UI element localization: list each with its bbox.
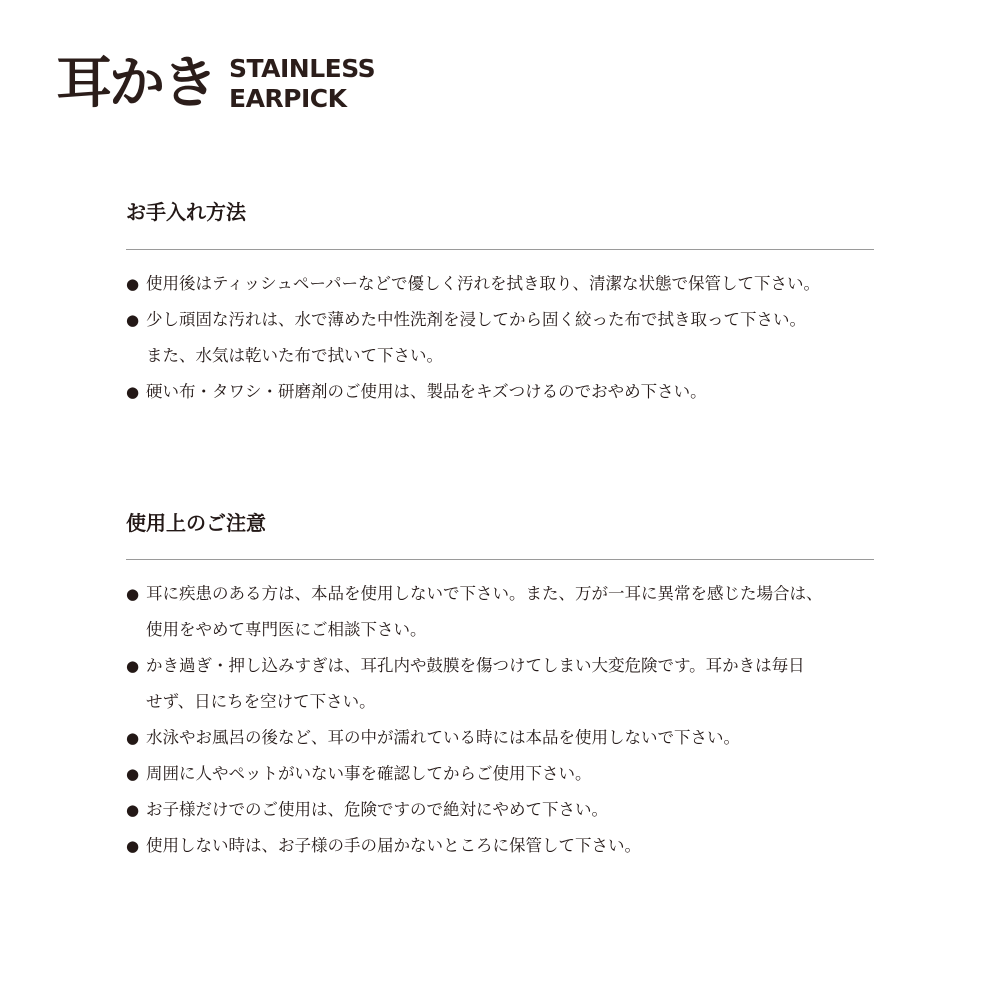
list-item (126, 648, 874, 720)
list-item (126, 374, 874, 410)
section-title: お手入れ方法 (126, 200, 246, 224)
bullet-icon: ● (126, 383, 140, 401)
list-item-line: 少し頑固な汚れは、水で薄めた中性洗剤を浸してから固く絞った布で拭き取って下さい。 (146, 310, 806, 329)
bullet-icon: ● (126, 837, 140, 855)
section-divider (126, 559, 874, 560)
list-item (126, 792, 874, 828)
list-item-text (146, 266, 820, 302)
bullet-icon: ● (126, 311, 140, 329)
list-item-line: また、水気は乾いた布で拭いて下さい。 (146, 346, 443, 365)
logo-english-line-1: STAINLESS (229, 54, 376, 83)
list-item-text (146, 576, 823, 648)
list-item-line: 耳に疾患のある方は、本品を使用しないで下さい。また、万が一耳に異常を感じた場合は、 (146, 584, 823, 603)
bullet-icon: ● (126, 729, 140, 747)
list-item (126, 720, 874, 756)
list-item-text (146, 720, 740, 756)
list-item-line: 使用後はティッシュペーパーなどで優しく汚れを拭き取り、清潔な状態で保管して下さい。 (146, 274, 821, 293)
list-item-line: 使用しない時は、お子様の手の届かないところに保管して下さい。 (146, 836, 641, 855)
bullet-icon: ● (126, 801, 140, 819)
bullet-icon: ● (126, 585, 140, 603)
section-title: 使用上のご注意 (126, 511, 266, 535)
section-divider (126, 249, 874, 250)
list-item (126, 266, 874, 302)
list-item-line: 硬い布・タワシ・研磨剤のご使用は、製品をキズつけるのでおやめ下さい。 (146, 382, 707, 401)
bullet-icon: ● (126, 275, 140, 293)
list-item-line: 水泳やお風呂の後など、耳の中が濡れている時には本品を使用しないで下さい。 (146, 728, 740, 747)
list-item-text (146, 302, 806, 374)
logo-japanese-text: 耳かき (56, 51, 215, 116)
section-care (126, 198, 874, 410)
list-item-text (146, 828, 641, 864)
list-item-text (146, 792, 608, 828)
list-item-line: 周囲に人やペットがいない事を確認してからご使用下さい。 (146, 764, 592, 783)
logo-english-text (229, 54, 375, 114)
list-item (126, 756, 874, 792)
section-precautions (126, 509, 874, 864)
list-item-text (146, 374, 707, 410)
list-item (126, 576, 874, 648)
list-item (126, 828, 874, 864)
list-item-line: 使用をやめて専門医にご相談下さい。 (146, 620, 427, 639)
list-item-line: かき過ぎ・押し込みすぎは、耳孔内や鼓膜を傷つけてしまい大変危険です。耳かきは毎日 (146, 656, 805, 675)
logo-english-line-2: EARPICK (229, 84, 347, 113)
list-item-text (146, 648, 805, 720)
list-item-line: お子様だけでのご使用は、危険ですので絶対にやめて下さい。 (146, 800, 608, 819)
list-item (126, 302, 874, 374)
instruction-list (126, 266, 874, 410)
list-item-line: せず、日にちを空けて下さい。 (146, 692, 376, 711)
list-item-text (146, 756, 592, 792)
instruction-list (126, 576, 874, 864)
logo (56, 52, 375, 116)
bullet-icon: ● (126, 765, 140, 783)
bullet-icon: ● (126, 657, 140, 675)
